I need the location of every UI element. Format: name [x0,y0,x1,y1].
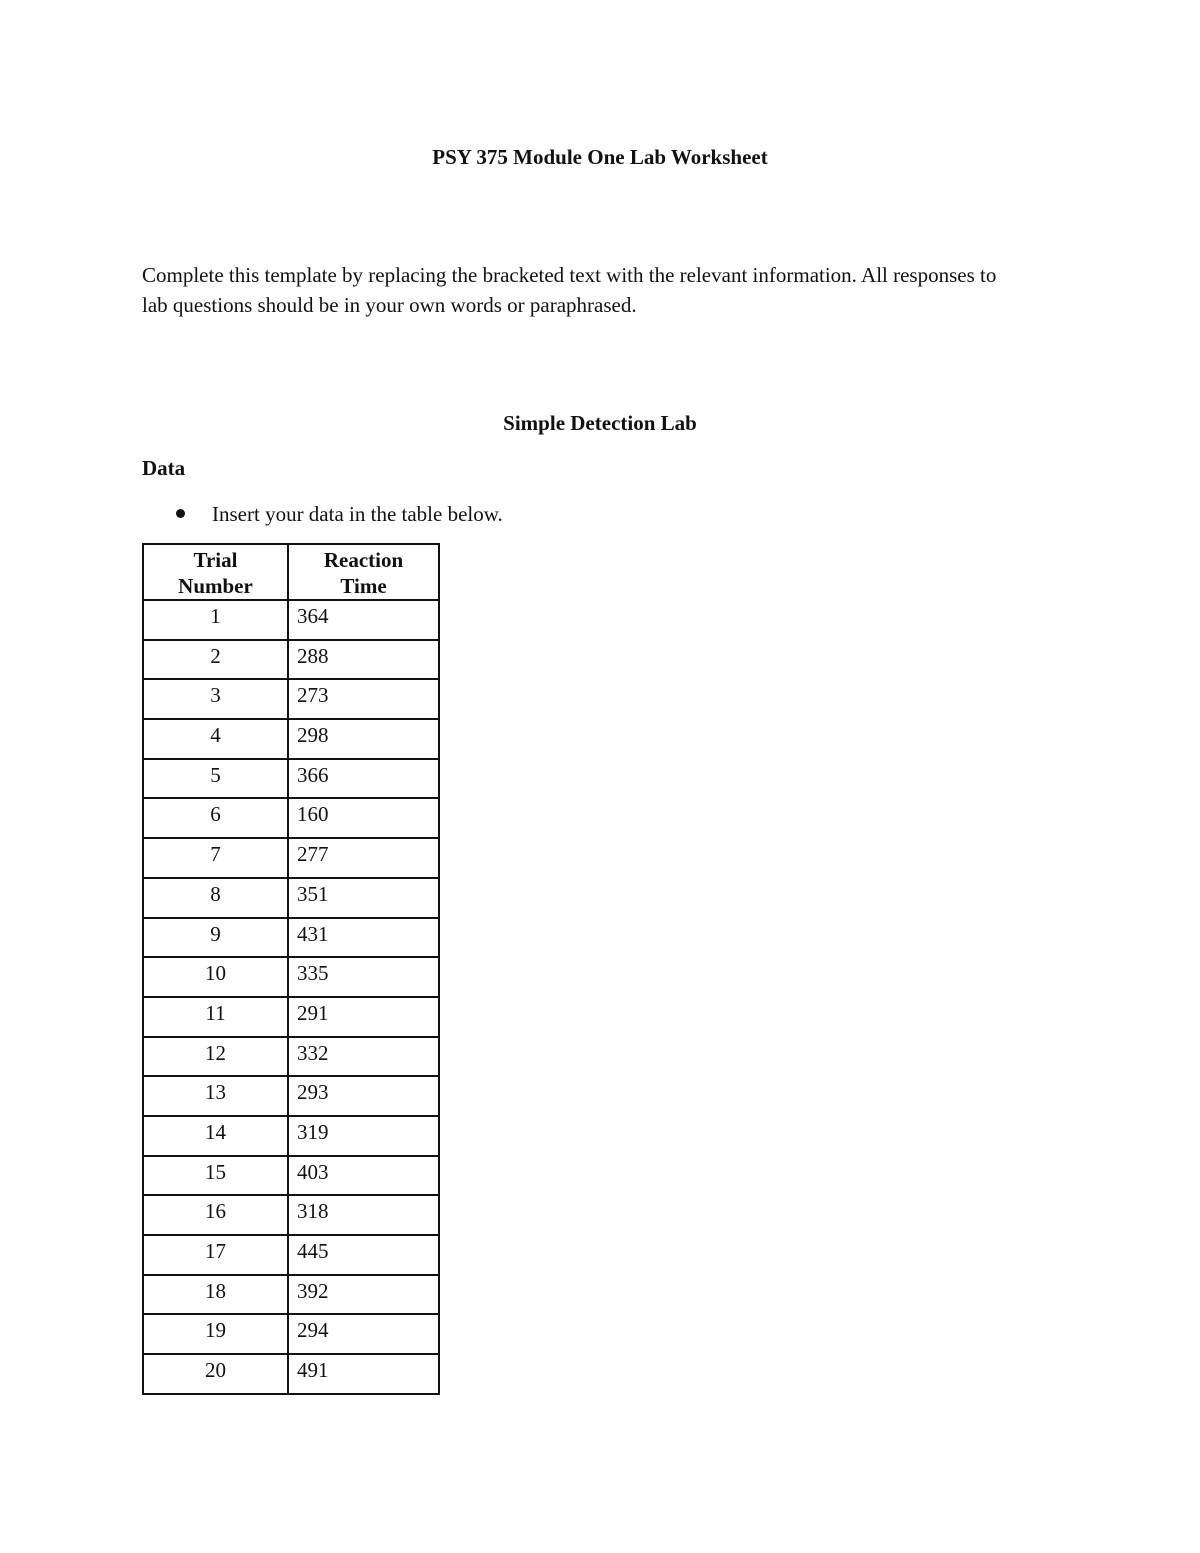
trial-number-cell: 4 [143,719,288,759]
table-row [143,878,439,918]
table-row [143,1314,439,1354]
table-row [143,1116,439,1156]
trial-number-cell: 9 [143,918,288,958]
trial-number-cell: 15 [143,1156,288,1196]
header-trial-number [143,544,288,600]
reaction-time-cell: 318 [288,1195,439,1235]
header-reaction-time [288,544,439,600]
table-row [143,838,439,878]
table-row [143,1195,439,1235]
table-row [143,1275,439,1315]
section-title: Simple Detection Lab [503,411,697,435]
bullet-icon [176,509,185,518]
reaction-time-cell: 291 [288,997,439,1037]
bullet-list [142,500,503,528]
trial-number-cell: 2 [143,640,288,680]
table-row [143,957,439,997]
reaction-time-cell: 160 [288,798,439,838]
reaction-time-cell: 351 [288,878,439,918]
reaction-time-cell: 335 [288,957,439,997]
table-row [143,759,439,799]
reaction-time-cell: 298 [288,719,439,759]
reaction-time-cell: 288 [288,640,439,680]
document-title: PSY 375 Module One Lab Worksheet [432,145,768,169]
table-header-row [143,544,439,600]
trial-number-cell: 16 [143,1195,288,1235]
trial-number-cell: 18 [143,1275,288,1315]
trial-number-cell: 17 [143,1235,288,1275]
header-reaction-time-label: Reaction Time [323,548,404,598]
trial-number-cell: 10 [143,957,288,997]
table-row [143,918,439,958]
trial-number-cell: 8 [143,878,288,918]
subsection-title: Data [142,456,186,480]
reaction-time-cell: 403 [288,1156,439,1196]
trial-number-cell: 19 [143,1314,288,1354]
table-row [143,1076,439,1116]
table-row [143,1235,439,1275]
table-row [143,1037,439,1077]
header-trial-number-label: Trial Number [178,548,253,598]
table-row [143,1156,439,1196]
reaction-time-cell: 332 [288,1037,439,1077]
bullet-text: Insert your data in the table below. [212,502,503,526]
trial-number-cell: 7 [143,838,288,878]
trial-number-cell: 1 [143,600,288,640]
table-row [143,719,439,759]
reaction-time-cell: 273 [288,679,439,719]
table-row [143,1354,439,1394]
reaction-time-cell: 319 [288,1116,439,1156]
bullet-item [142,500,503,528]
reaction-time-cell: 392 [288,1275,439,1315]
trial-number-cell: 13 [143,1076,288,1116]
reaction-time-cell: 431 [288,918,439,958]
table-row [143,640,439,680]
reaction-time-cell: 293 [288,1076,439,1116]
trial-number-cell: 5 [143,759,288,799]
table-row [143,679,439,719]
trial-number-cell: 14 [143,1116,288,1156]
reaction-time-cell: 445 [288,1235,439,1275]
trial-number-cell: 12 [143,1037,288,1077]
trial-number-cell: 11 [143,997,288,1037]
reaction-time-cell: 294 [288,1314,439,1354]
table-body [143,600,439,1394]
reaction-time-cell: 366 [288,759,439,799]
reaction-time-cell: 277 [288,838,439,878]
trial-number-cell: 3 [143,679,288,719]
table-row [143,798,439,838]
reaction-time-cell: 491 [288,1354,439,1394]
table-row [143,997,439,1037]
trial-number-cell: 6 [143,798,288,838]
reaction-time-cell: 364 [288,600,439,640]
trial-number-cell: 20 [143,1354,288,1394]
data-table [142,543,440,1395]
instructions-paragraph: Complete this template by replacing the bracketed text with the relevant information. All responses to lab questions should be in your own words or paraphrased. [142,263,997,317]
table-row [143,600,439,640]
